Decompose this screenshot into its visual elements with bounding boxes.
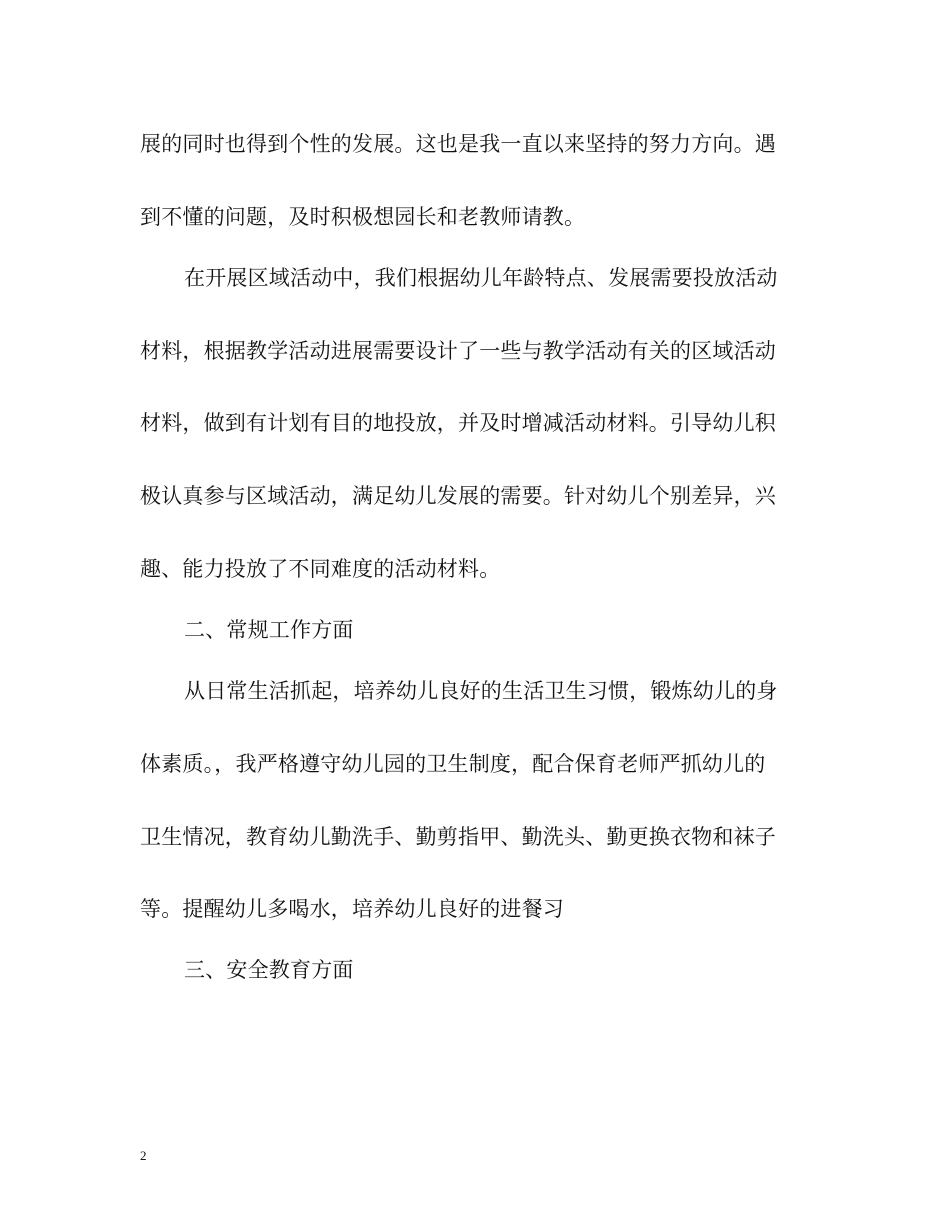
paragraph-line-9: 从日常生活抓起，培养幼儿良好的生活卫生习惯，锻炼幼儿的身 [184, 679, 778, 703]
paragraph-line-3: 在开展区域活动中，我们根据幼儿年龄特点、发展需要投放活动 [184, 266, 778, 290]
paragraph-line-11: 卫生情况，教育幼儿勤洗手、勤剪指甲、勤洗头、勤更换衣物和袜子 [140, 825, 776, 849]
paragraph-line-7: 趣、能力投放了不同难度的活动材料。 [140, 557, 501, 581]
paragraph-line-4: 材料，根据教学活动进展需要设计了一些与教学活动有关的区域活动 [140, 339, 776, 363]
paragraph-line-12: 等。提醒幼儿多喝水，培养幼儿良好的进餐习 [140, 897, 564, 921]
paragraph-line-1: 展的同时也得到个性的发展。这也是我一直以来坚持的努力方向。遇 [140, 132, 776, 156]
paragraph-line-6: 极认真参与区域活动，满足幼儿发展的需要。针对幼儿个别差异，兴 [140, 484, 776, 508]
paragraph-line-5: 材料，做到有计划有目的地投放，并及时增减活动材料。引导幼儿积 [140, 411, 776, 435]
paragraph-line-10: 体素质。，我严格遵守幼儿园的卫生制度，配合保育老师严抓幼儿的 [140, 752, 766, 776]
section-heading-safety-education: 三、安全教育方面 [184, 958, 354, 982]
page-number: 2 [140, 1148, 147, 1163]
section-heading-routine-work: 二、常规工作方面 [184, 618, 354, 642]
paragraph-line-2: 到不懂的问题，及时积极想园长和老教师请教。 [140, 205, 586, 229]
